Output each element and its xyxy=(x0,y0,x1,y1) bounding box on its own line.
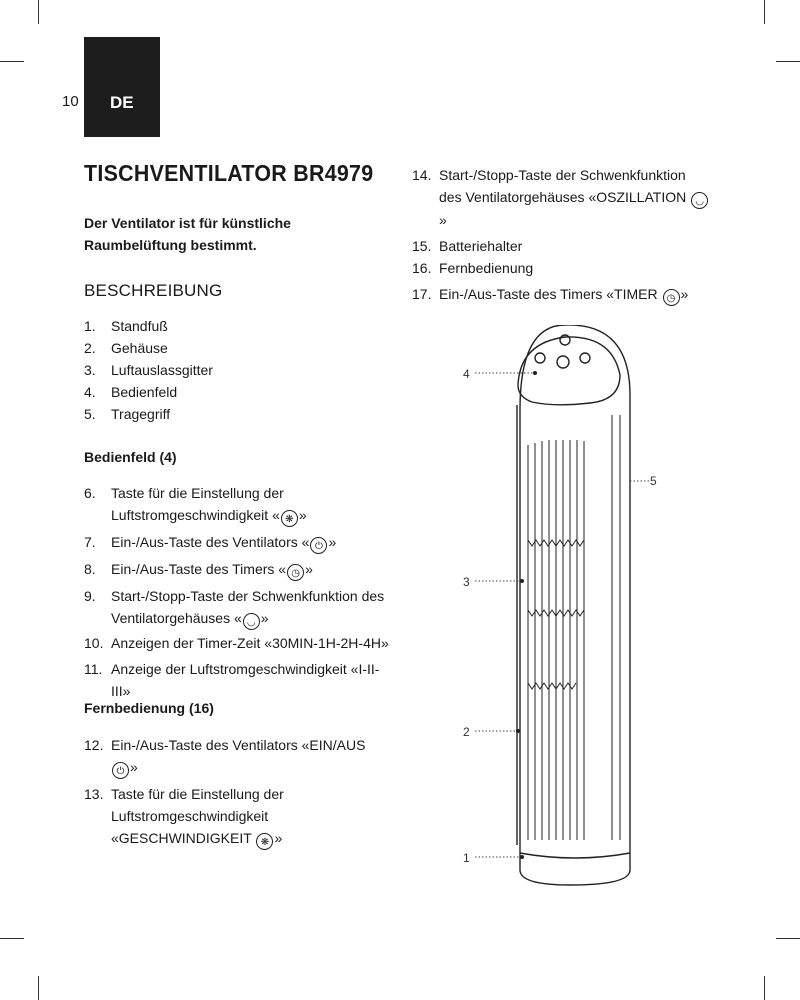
speed-icon: ❋ xyxy=(281,510,298,527)
timer-icon xyxy=(557,356,569,368)
list-item: 8. Ein-/Aus-Taste des Timers « ◷ » xyxy=(84,561,313,579)
tower-fan-illustration xyxy=(460,325,670,895)
diagram-label-1: 1 xyxy=(463,851,470,865)
list-item: 11. Anzeige der Luftstromgeschwindigkeit «I-II-III» xyxy=(84,661,380,699)
list-item: 1. Standfuß xyxy=(84,318,168,334)
page-number: 10 xyxy=(62,93,79,110)
list-item: 17. Ein-/Aus-Taste des Timers «TIMER ◷ » xyxy=(412,286,689,304)
fan-base xyxy=(520,845,630,885)
intro-text: Der Ventilator ist für künstliche Raumbelüftung bestimmt. xyxy=(84,215,291,253)
timer-icon: ◷ xyxy=(663,289,680,306)
crop-mark xyxy=(38,0,39,24)
panel-heading: Bedienfeld (4) xyxy=(84,449,177,465)
control-panel xyxy=(518,337,620,405)
crop-mark xyxy=(764,976,765,1000)
crop-mark xyxy=(776,61,800,62)
air-outlet-grille xyxy=(528,440,584,840)
power-icon: ⏻ xyxy=(310,537,327,554)
list-item: 12. Ein-/Aus-Taste des Ventilators «EIN/AUS ⏻ » xyxy=(84,737,366,777)
list-item: 15. Batteriehalter xyxy=(412,238,523,254)
remote-heading: Fernbedienung (16) xyxy=(84,700,214,716)
panel-list xyxy=(84,482,394,702)
page-title: TISCHVENTILATOR BR4979 xyxy=(84,160,374,186)
crop-mark xyxy=(764,0,765,24)
list-item: 10. Anzeigen der Timer-Zeit «30MIN-1H-2H-4H» xyxy=(84,635,389,651)
oscillation-icon: ◡ xyxy=(691,192,708,209)
language-tab xyxy=(84,37,160,137)
list-item: 16. Fernbedienung xyxy=(412,260,534,276)
list-item: 4. Bedienfeld xyxy=(84,384,178,400)
diagram-label-4: 4 xyxy=(463,367,470,381)
crop-mark xyxy=(38,976,39,1000)
diagram-label-3: 3 xyxy=(463,575,470,589)
crop-mark xyxy=(776,938,800,939)
section-title: BESCHREIBUNG xyxy=(84,281,223,300)
list-item: 2. Gehäuse xyxy=(84,340,168,356)
list-item: 13. Taste für die Einstellung der Luftstromgeschwindigkeit «GESCHWINDIGKEIT ❋ » xyxy=(84,786,284,848)
oscillation-icon xyxy=(580,353,590,363)
diagram-label-2: 2 xyxy=(463,725,470,739)
remote-list-continued xyxy=(412,164,712,306)
list-item: 3. Luftauslassgitter xyxy=(84,362,213,378)
power-icon: ⏻ xyxy=(112,762,129,779)
speed-icon: ❋ xyxy=(256,833,273,850)
power-icon xyxy=(535,353,545,363)
list-item: 5. Tragegriff xyxy=(84,406,171,422)
remote-list xyxy=(84,734,384,850)
oscillation-icon: ◡ xyxy=(243,613,260,630)
crop-mark xyxy=(0,61,24,62)
language-code: DE xyxy=(110,93,134,112)
list-item: 6. Taste für die Einstellung der Luftstromgeschwindigkeit « ❋ » xyxy=(84,485,307,525)
list-item: 9. Start-/Stopp-Taste der Schwenkfunktion des Ventilatorgehäuses « ◡ » xyxy=(84,588,385,628)
crop-mark xyxy=(0,938,24,939)
timer-icon: ◷ xyxy=(287,564,304,581)
description-list xyxy=(84,315,394,425)
diagram-label-5: 5 xyxy=(650,474,657,488)
list-item: 14. Start-/Stopp-Taste der Schwenkfunktion des Ventilatorgehäuses «OSZILLATION ◡» xyxy=(412,164,712,231)
list-item: 7. Ein-/Aus-Taste des Ventilators « ⏻ » xyxy=(84,534,337,552)
